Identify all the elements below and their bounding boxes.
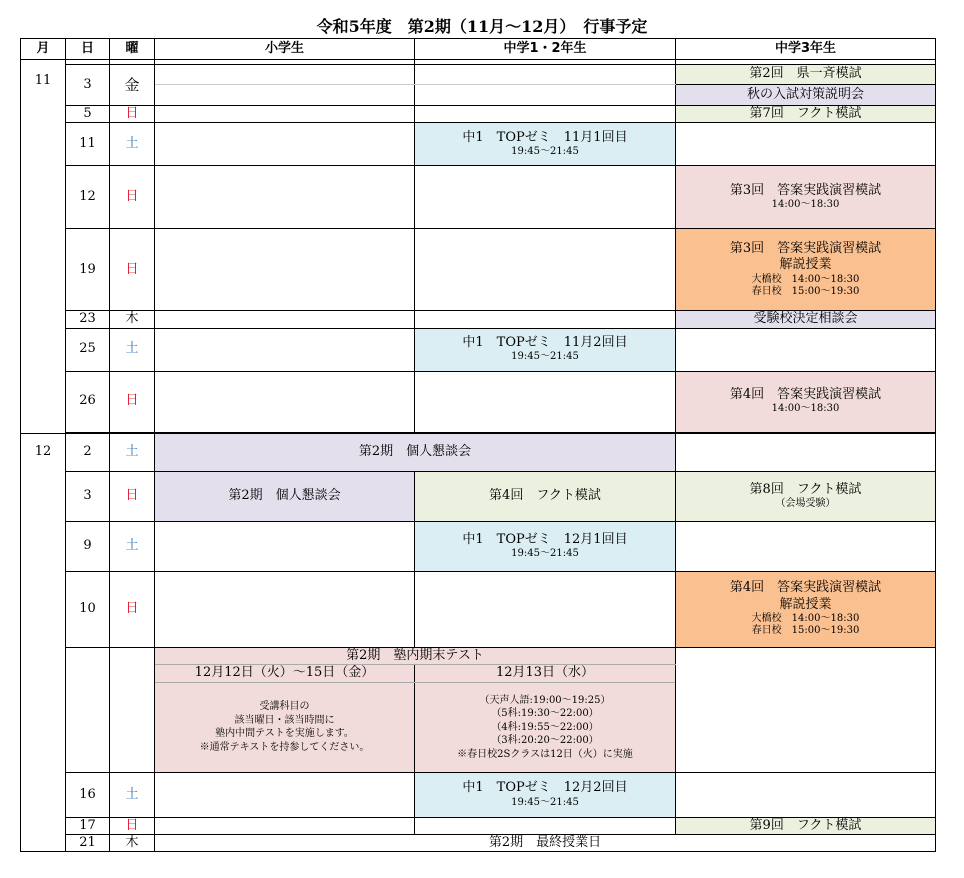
note-line: ※通常テキストを持参してください。 bbox=[199, 741, 370, 753]
weekday-cell: 金 bbox=[110, 65, 155, 106]
weekday-cell: 木 bbox=[110, 311, 155, 328]
weekday-cell: 日 bbox=[110, 229, 155, 311]
event-fukuto-mock-venue bbox=[676, 471, 936, 521]
weekday-cell: 日 bbox=[110, 106, 155, 123]
day-cell: 17 bbox=[66, 817, 110, 834]
event-title: 第3回 答案実践演習模試 bbox=[729, 241, 882, 256]
event-time-kasuga: 春日校 15:00～19:30 bbox=[751, 286, 860, 297]
day-cell: 3 bbox=[66, 471, 110, 521]
day-cell: 23 bbox=[66, 311, 110, 328]
day-cell: 26 bbox=[66, 371, 110, 432]
header-jh3: 中学3年生 bbox=[676, 39, 936, 60]
elem-cell bbox=[155, 85, 415, 106]
event-top-seminar bbox=[415, 521, 676, 571]
weekday-cell: 土 bbox=[110, 772, 155, 817]
event-title: 中1 TOPゼミ 11月1回目 bbox=[462, 129, 628, 145]
event-time: 14:00～18:30 bbox=[771, 403, 840, 415]
weekday-cell: 木 bbox=[110, 835, 155, 852]
event-time-ohashi: 大橋校 14:00～18:30 bbox=[751, 612, 860, 624]
event-title: 中1 TOPゼミ 11月2回目 bbox=[462, 335, 628, 351]
event-prefecture-mock: 第2回 県一斉模試 bbox=[676, 65, 936, 85]
weekday-cell: 日 bbox=[110, 817, 155, 834]
event-answer-practice-mock bbox=[676, 371, 936, 432]
header-weekday: 曜 bbox=[110, 39, 155, 60]
event-answer-practice-lecture bbox=[676, 229, 936, 311]
event-answer-practice-mock bbox=[676, 166, 936, 229]
day-cell bbox=[66, 647, 110, 772]
day-cell: 3 bbox=[66, 65, 110, 106]
schedule-table bbox=[20, 38, 936, 852]
weekday-cell: 土 bbox=[110, 433, 155, 471]
event-final-test-jh-date: 12月13日（水） bbox=[415, 664, 676, 682]
header-day: 日 bbox=[66, 39, 110, 60]
note-line: （3科:20:20～22:00） bbox=[491, 735, 599, 746]
event-time: 19:45～21:45 bbox=[511, 146, 579, 158]
event-top-seminar bbox=[415, 772, 676, 817]
header-row bbox=[21, 39, 936, 60]
note-line: 塾内中間テストを実施します。 bbox=[215, 728, 354, 740]
elem-cell bbox=[155, 65, 415, 85]
event-parent-meeting: 第2期 個人懇談会 bbox=[155, 471, 415, 521]
event-subtitle: （会場受験） bbox=[775, 497, 836, 509]
event-time: 19:45～21:45 bbox=[511, 351, 579, 363]
note-line: 受講科目の bbox=[259, 701, 310, 713]
jh12-cell bbox=[415, 65, 676, 85]
event-subtitle: 解説授業 bbox=[779, 257, 832, 273]
weekday-cell: 日 bbox=[110, 371, 155, 432]
event-fukuto-mock: 第9回 フクト模試 bbox=[676, 817, 936, 834]
day-cell: 21 bbox=[66, 835, 110, 852]
event-title: 中1 TOPゼミ 12月2回目 bbox=[462, 780, 628, 796]
weekday-cell: 土 bbox=[110, 123, 155, 166]
note-line: 該当曜日・該当時間に bbox=[234, 714, 335, 726]
event-title: 第4回 答案実践演習模試 bbox=[729, 387, 882, 403]
event-parent-meeting: 第2期 個人懇談会 bbox=[155, 433, 676, 471]
day-cell: 16 bbox=[66, 772, 110, 817]
event-time-ohashi: 大橋校 14:00～18:30 bbox=[751, 273, 860, 285]
weekday-cell: 日 bbox=[110, 471, 155, 521]
event-final-test-jh-notes bbox=[415, 682, 676, 772]
day-cell: 9 bbox=[66, 521, 110, 571]
header-month: 月 bbox=[21, 39, 66, 60]
day-cell: 2 bbox=[66, 433, 110, 471]
event-last-class-day: 第2期 最終授業日 bbox=[155, 835, 936, 852]
weekday-cell: 土 bbox=[110, 328, 155, 371]
event-final-test-title: 第2期 塾内期末テスト bbox=[155, 647, 676, 664]
jh12-cell bbox=[415, 85, 676, 106]
weekday-cell: 日 bbox=[110, 166, 155, 229]
event-fukuto-mock: 第7回 フクト模試 bbox=[676, 106, 936, 123]
weekday-cell bbox=[110, 647, 155, 772]
weekday-cell: 日 bbox=[110, 571, 155, 647]
event-title: 第4回 答案実践演習模試 bbox=[729, 580, 882, 596]
event-top-seminar bbox=[415, 123, 676, 166]
event-title: 第8回 フクト模試 bbox=[749, 481, 862, 497]
note-line: （4科:19:55～22:00） bbox=[491, 721, 599, 733]
day-cell: 12 bbox=[66, 166, 110, 229]
event-fukuto-mock: 第4回 フクト模試 bbox=[415, 471, 676, 521]
day-cell: 10 bbox=[66, 571, 110, 647]
event-title: 中1 TOPゼミ 12月1回目 bbox=[462, 531, 628, 547]
event-time: 19:45～21:45 bbox=[511, 547, 579, 559]
event-time: 19:45～21:45 bbox=[511, 796, 579, 808]
month-december: 12 bbox=[21, 433, 66, 852]
event-school-decision-consult: 受験校決定相談会 bbox=[676, 311, 936, 328]
note-line: （天声人語:19:00～19:25） bbox=[479, 694, 611, 706]
day-cell: 5 bbox=[66, 106, 110, 123]
event-time: 14:00～18:30 bbox=[771, 199, 840, 211]
day-cell: 25 bbox=[66, 328, 110, 371]
event-briefing: 秋の入試対策説明会 bbox=[676, 85, 936, 106]
event-final-test-elem-notes bbox=[155, 682, 415, 772]
event-subtitle: 解説授業 bbox=[779, 596, 832, 612]
event-answer-practice-lecture bbox=[676, 571, 936, 647]
month-november: 11 bbox=[21, 65, 66, 434]
day-cell: 19 bbox=[66, 229, 110, 311]
weekday-cell: 土 bbox=[110, 521, 155, 571]
note-line: （5科:19:30～22:00） bbox=[491, 708, 599, 719]
header-jh12: 中学1・2年生 bbox=[415, 39, 676, 60]
event-time-kasuga: 春日校 15:00～19:30 bbox=[751, 625, 860, 637]
event-final-test-elem-date: 12月12日（火）～15日（金） bbox=[155, 664, 415, 682]
page-title: 令和5年度 第2期（11月～12月） 行事予定 bbox=[316, 17, 648, 36]
note-line: ※春日校2Sクラスは12日（火）に実施 bbox=[457, 748, 633, 760]
day-cell: 11 bbox=[66, 123, 110, 166]
header-elementary: 小学生 bbox=[155, 39, 415, 60]
event-top-seminar bbox=[415, 328, 676, 371]
event-title: 第3回 答案実践演習模試 bbox=[729, 182, 882, 198]
